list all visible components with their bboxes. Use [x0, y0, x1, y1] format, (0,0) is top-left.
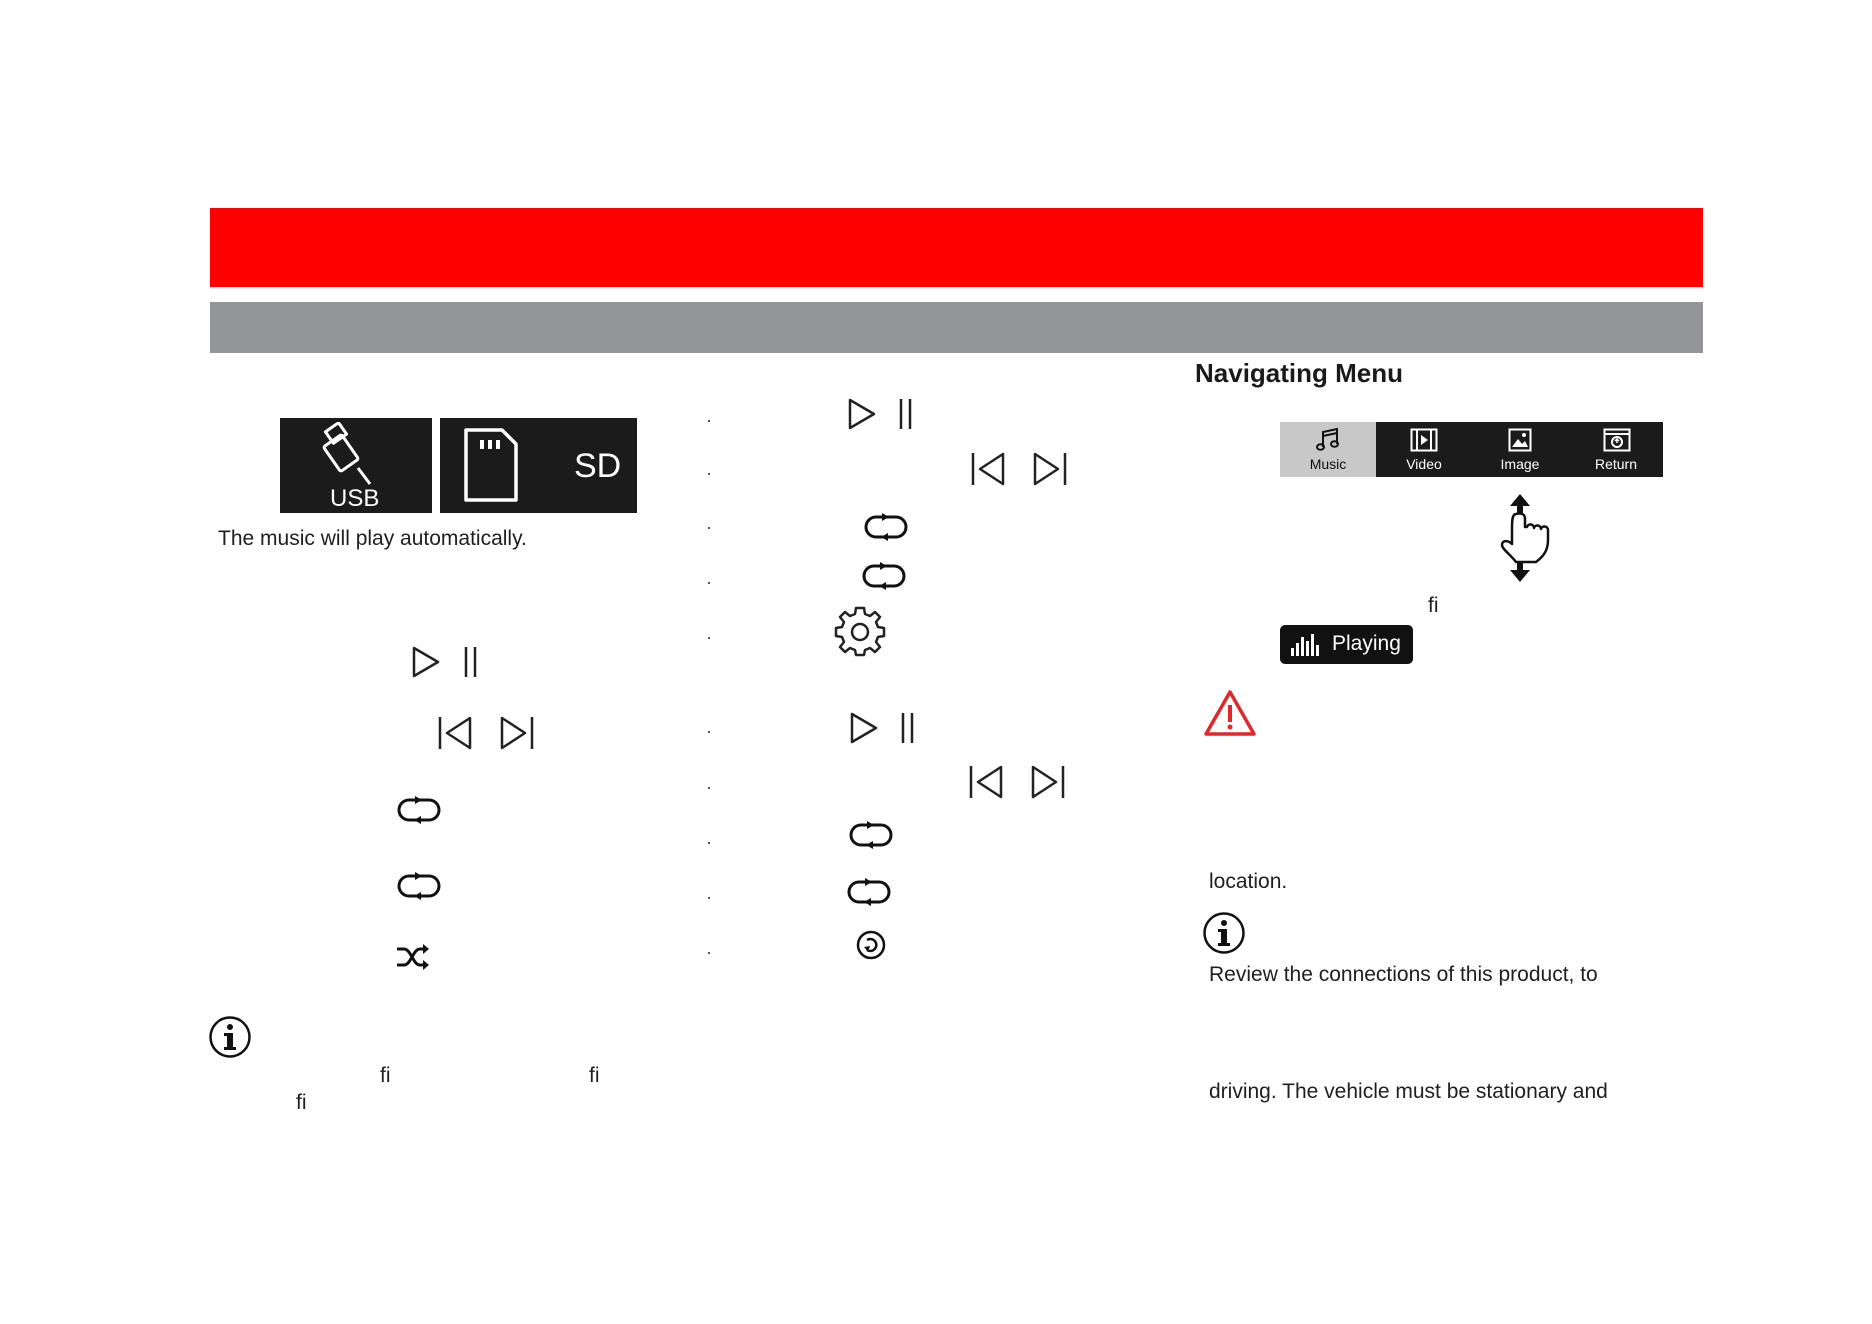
review-text: Review the connections of this product, to [1209, 963, 1598, 986]
bullet-dot [708, 527, 710, 529]
shuffle-icon[interactable] [395, 941, 431, 973]
swipe-gesture-icon [1498, 492, 1556, 584]
tab-label: Music [1309, 456, 1347, 472]
sd-tile[interactable] [440, 418, 637, 513]
tab-image[interactable] [1472, 422, 1568, 477]
pause-icon[interactable] [896, 397, 916, 431]
repeat-icon[interactable] [395, 795, 443, 825]
tab-music[interactable] [1280, 422, 1376, 477]
repeat-icon[interactable] [395, 871, 443, 901]
sd-label: SD [574, 447, 622, 485]
info-icon [1202, 911, 1246, 955]
ligature-fragment: fi [589, 1064, 600, 1087]
pause-icon[interactable] [461, 645, 481, 679]
play-icon[interactable] [411, 645, 441, 679]
music-note-icon [1315, 427, 1341, 453]
bullet-dot [708, 897, 710, 899]
tab-label: Image [1500, 456, 1540, 472]
film-icon [1410, 428, 1438, 452]
bullet-dot [708, 637, 710, 639]
bullet-dot [708, 952, 710, 954]
previous-track-icon[interactable] [968, 764, 1004, 800]
return-icon [1603, 428, 1631, 452]
ligature-fragment: fi [380, 1064, 391, 1087]
next-track-icon[interactable] [1030, 764, 1066, 800]
section-heading: Navigating Menu [1195, 358, 1404, 388]
bullet-dot [708, 842, 710, 844]
tab-label: Video [1406, 456, 1442, 472]
info-icon [208, 1015, 252, 1059]
play-icon[interactable] [849, 711, 879, 745]
bullet-dot [708, 420, 710, 422]
image-icon [1508, 428, 1532, 452]
driving-text: driving. The vehicle must be stationary and [1209, 1080, 1608, 1103]
sd-card-icon [462, 426, 520, 504]
rotate-icon[interactable] [855, 929, 887, 961]
tab-return[interactable] [1568, 422, 1664, 477]
header-red-band [210, 208, 1703, 287]
usb-tile[interactable] [280, 418, 432, 513]
bullet-dot [708, 731, 710, 733]
bullet-dot [708, 473, 710, 475]
next-track-icon[interactable] [1032, 451, 1068, 487]
bullet-dot [708, 787, 710, 789]
playing-badge [1280, 625, 1413, 664]
warning-icon [1203, 689, 1257, 737]
repeat-icon[interactable] [860, 561, 908, 591]
ligature-fragment: fi [296, 1091, 307, 1114]
repeat-icon[interactable] [845, 877, 893, 907]
header-gray-band [210, 302, 1703, 353]
auto-play-text: The music will play automatically. [218, 527, 527, 550]
ligature-fragment: fi [1428, 594, 1439, 617]
pause-icon[interactable] [898, 711, 918, 745]
tab-label: Return [1594, 456, 1638, 472]
play-icon[interactable] [847, 397, 877, 431]
equalizer-icon [1291, 634, 1323, 656]
next-track-icon[interactable] [499, 715, 535, 751]
playing-label: Playing [1332, 632, 1401, 655]
previous-track-icon[interactable] [970, 451, 1006, 487]
repeat-icon[interactable] [862, 512, 910, 542]
previous-track-icon[interactable] [437, 715, 473, 751]
tab-video[interactable] [1376, 422, 1472, 477]
repeat-icon[interactable] [847, 820, 895, 850]
usb-label: USB [330, 485, 380, 512]
bullet-dot [708, 582, 710, 584]
media-menu-bar [1280, 422, 1663, 477]
location-text: location. [1209, 870, 1288, 893]
usb-icon [320, 422, 380, 490]
gear-icon[interactable] [834, 605, 886, 657]
